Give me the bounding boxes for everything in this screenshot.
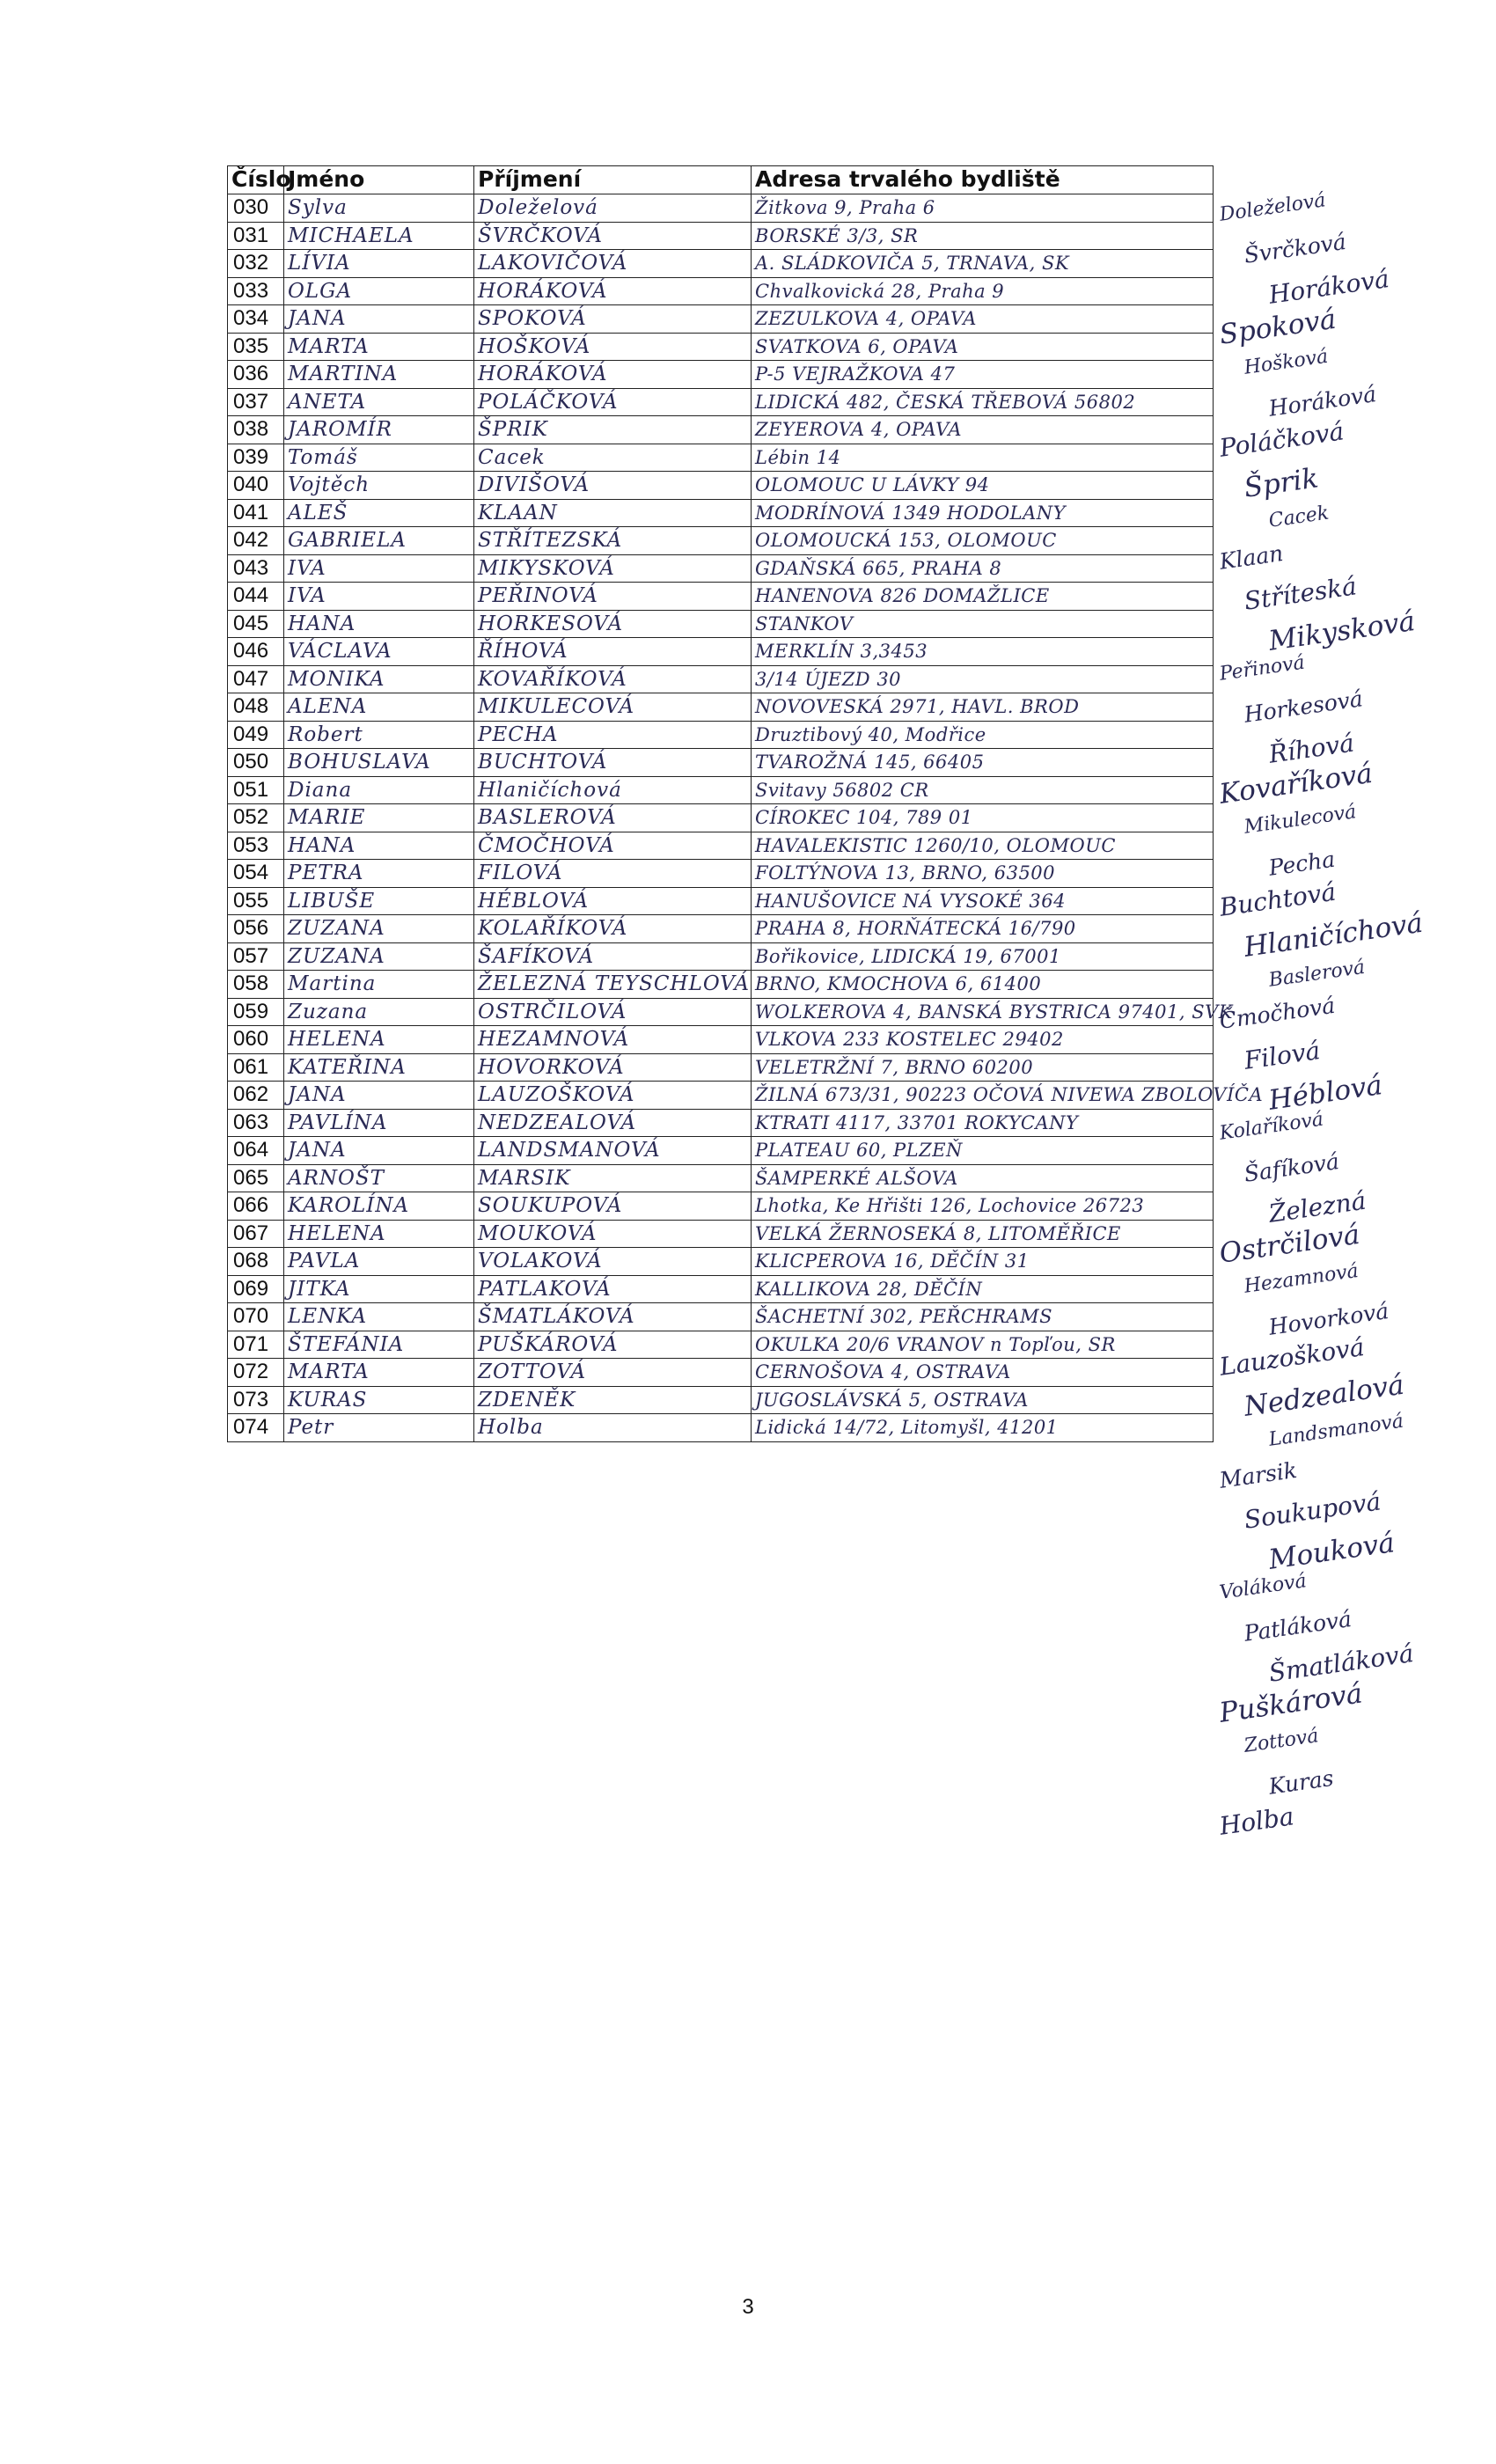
row-address: Druztibový 40, Modřice	[752, 721, 1214, 749]
row-first-name: ŠTEFÁNIA	[284, 1331, 474, 1359]
row-first-name: ALENA	[284, 693, 474, 722]
row-address: SVATKOVA 6, OPAVA	[752, 333, 1214, 361]
row-number: 050	[228, 749, 284, 777]
row-address: LIDICKÁ 482, ČESKÁ TŘEBOVÁ 56802	[752, 388, 1214, 416]
row-first-name: PETRA	[284, 860, 474, 888]
table-row	[228, 1220, 1214, 1248]
row-number: 063	[228, 1109, 284, 1137]
row-number: 038	[228, 416, 284, 444]
signature: Héblová	[1266, 1068, 1385, 1117]
table-row	[228, 693, 1214, 722]
row-address: Žitkova 9, Praha 6	[752, 194, 1214, 223]
signature: Poláčková	[1217, 416, 1346, 463]
header-address: Adresa trvalého bydliště	[752, 166, 1214, 194]
row-address: ŠAMPERKÉ ALŠOVA	[752, 1164, 1214, 1192]
signature: Klaan	[1217, 539, 1285, 575]
row-number: 058	[228, 971, 284, 999]
row-last-name: HOVORKOVÁ	[474, 1053, 752, 1082]
row-first-name: JANA	[284, 305, 474, 334]
row-address: ŠACHETNÍ 302, PEŘCHRAMS	[752, 1303, 1214, 1331]
row-last-name: ŠVRČKOVÁ	[474, 222, 752, 250]
signature: Hošková	[1243, 345, 1330, 379]
row-first-name: PAVLA	[284, 1248, 474, 1276]
table-row	[228, 1275, 1214, 1303]
row-last-name: Hlaničíchová	[474, 776, 752, 804]
row-first-name: MICHAELA	[284, 222, 474, 250]
signature: Železná	[1266, 1185, 1368, 1228]
row-last-name: STŘÍTEZSKÁ	[474, 527, 752, 555]
table-row	[228, 915, 1214, 943]
signature: Kovaříková	[1217, 757, 1375, 810]
row-first-name: HELENA	[284, 1220, 474, 1248]
row-last-name: SPOKOVÁ	[474, 305, 752, 334]
table-row	[228, 1414, 1214, 1442]
row-first-name: Diana	[284, 776, 474, 804]
row-address: STANKOV	[752, 610, 1214, 638]
row-address: Lhotka, Ke Hřišti 126, Lochovice 26723	[752, 1192, 1214, 1221]
petition-table	[227, 165, 1264, 1442]
row-address: ZEYEROVA 4, OPAVA	[752, 416, 1214, 444]
row-number: 045	[228, 610, 284, 638]
row-first-name: MARIE	[284, 804, 474, 832]
row-first-name: PAVLÍNA	[284, 1109, 474, 1137]
row-number: 067	[228, 1220, 284, 1248]
signature: Šafíková	[1242, 1148, 1341, 1187]
row-first-name: LÍVIA	[284, 250, 474, 278]
row-address: Chvalkovická 28, Praha 9	[752, 277, 1214, 305]
row-address: FOLTÝNOVA 13, BRNO, 63500	[752, 860, 1214, 888]
row-first-name: JANA	[284, 1137, 474, 1165]
row-number: 072	[228, 1359, 284, 1387]
row-last-name: Holba	[474, 1414, 752, 1442]
row-number: 059	[228, 998, 284, 1026]
row-number: 074	[228, 1414, 284, 1442]
table-row	[228, 1303, 1214, 1331]
row-number: 056	[228, 915, 284, 943]
signature: Zottová	[1243, 1725, 1320, 1757]
table-row	[228, 527, 1214, 555]
row-last-name: VOLAKOVÁ	[474, 1248, 752, 1276]
row-number: 039	[228, 444, 284, 472]
table-row	[228, 860, 1214, 888]
signature: Kuras	[1266, 1764, 1336, 1800]
row-first-name: KURAS	[284, 1386, 474, 1414]
row-last-name: PATLAKOVÁ	[474, 1275, 752, 1303]
row-address: Lébin 14	[752, 444, 1214, 472]
signature: Spoková	[1217, 303, 1338, 351]
table-row	[228, 998, 1214, 1026]
table-row	[228, 638, 1214, 666]
signature: Říhová	[1266, 728, 1356, 769]
row-last-name: MIKULECOVÁ	[474, 693, 752, 722]
table-row	[228, 1331, 1214, 1359]
row-first-name: MARTA	[284, 1359, 474, 1387]
row-last-name: MIKYSKOVÁ	[474, 554, 752, 583]
row-last-name: HORÁKOVÁ	[474, 277, 752, 305]
signature: Čmočhová	[1217, 992, 1337, 1034]
row-number: 036	[228, 361, 284, 389]
row-number: 062	[228, 1082, 284, 1110]
row-last-name: Cacek	[474, 444, 752, 472]
row-last-name: LAKOVIČOVÁ	[474, 250, 752, 278]
row-first-name: VÁCLAVA	[284, 638, 474, 666]
row-first-name: LENKA	[284, 1303, 474, 1331]
table-row	[228, 1164, 1214, 1192]
signature: Soukupová	[1242, 1486, 1383, 1535]
row-last-name: HORÁKOVÁ	[474, 361, 752, 389]
row-address: PLATEAU 60, PLZEŇ	[752, 1137, 1214, 1165]
row-address: VLKOVA 233 KOSTELEC 29402	[752, 1026, 1214, 1054]
signature: Horáková	[1266, 263, 1391, 310]
row-first-name: MONIKA	[284, 665, 474, 693]
row-first-name: Robert	[284, 721, 474, 749]
row-last-name: HÉBLOVÁ	[474, 887, 752, 915]
table-row	[228, 887, 1214, 915]
row-number: 048	[228, 693, 284, 722]
row-number: 049	[228, 721, 284, 749]
table-row	[228, 610, 1214, 638]
row-address: OLOMOUC U LÁVKY 94	[752, 472, 1214, 500]
row-last-name: ZDENĚK	[474, 1386, 752, 1414]
row-address: CERNOŠOVA 4, OSTRAVA	[752, 1359, 1214, 1387]
table-row	[228, 1386, 1214, 1414]
row-number: 040	[228, 472, 284, 500]
row-address: A. SLÁDKOVIČA 5, TRNAVA, SK	[752, 250, 1214, 278]
header-last-name: Příjmení	[474, 166, 752, 194]
signature: Kolaříková	[1218, 1108, 1325, 1145]
table-row	[228, 776, 1214, 804]
table-row	[228, 971, 1214, 999]
row-last-name: KOVAŘÍKOVÁ	[474, 665, 752, 693]
table-row	[228, 499, 1214, 527]
row-first-name: Martina	[284, 971, 474, 999]
row-first-name: ARNOŠT	[284, 1164, 474, 1192]
table-row	[228, 804, 1214, 832]
page-number: 3	[742, 2295, 754, 2319]
row-last-name: KOLAŘÍKOVÁ	[474, 915, 752, 943]
signature: Lauzošková	[1217, 1332, 1367, 1382]
row-address: Lidická 14/72, Litomyšl, 41201	[752, 1414, 1214, 1442]
signature: Puškárová	[1217, 1676, 1365, 1729]
row-number: 066	[228, 1192, 284, 1221]
row-number: 051	[228, 776, 284, 804]
row-first-name: ZUZANA	[284, 942, 474, 971]
row-first-name: JITKA	[284, 1275, 474, 1303]
row-number: 041	[228, 499, 284, 527]
table-row	[228, 388, 1214, 416]
row-address: HANENOVA 826 DOMAŽLICE	[752, 583, 1214, 611]
row-address: GDAŇSKÁ 665, PRAHA 8	[752, 554, 1214, 583]
signature: Landsmanová	[1267, 1410, 1405, 1451]
signature: Švrčková	[1242, 228, 1348, 268]
row-last-name: MARSIK	[474, 1164, 752, 1192]
signature: Cacek	[1267, 502, 1331, 532]
signature: Šprik	[1242, 461, 1321, 504]
row-address: OKULKA 20/6 VRANOV n Topľou, SR	[752, 1331, 1214, 1359]
row-first-name: BOHUSLAVA	[284, 749, 474, 777]
row-address: WOLKEROVA 4, BANSKÁ BYSTRICA 97401, SVK	[752, 998, 1214, 1026]
signature: Holba	[1217, 1801, 1296, 1841]
signature: Voláková	[1218, 1570, 1309, 1604]
signature: Doleželová	[1218, 189, 1327, 226]
signature: Patláková	[1242, 1605, 1353, 1646]
row-first-name: HELENA	[284, 1026, 474, 1054]
table-header-row	[228, 166, 1214, 194]
row-number: 043	[228, 554, 284, 583]
table-row	[228, 832, 1214, 860]
row-last-name: NEDZEALOVÁ	[474, 1109, 752, 1137]
row-address: PRAHA 8, HORŇÁTECKÁ 16/790	[752, 915, 1214, 943]
row-last-name: LAUZOŠKOVÁ	[474, 1082, 752, 1110]
row-first-name: JAROMÍR	[284, 416, 474, 444]
table-row	[228, 305, 1214, 334]
table-body	[228, 194, 1264, 1442]
row-address: KTRATI 4117, 33701 ROKYCANY	[752, 1109, 1214, 1137]
row-last-name: ZOTTOVÁ	[474, 1359, 752, 1387]
row-first-name: HANA	[284, 832, 474, 860]
table-row	[228, 942, 1214, 971]
row-address: 3/14 ÚJEZD 30	[752, 665, 1214, 693]
row-number: 042	[228, 527, 284, 555]
header-first-name: Jméno	[284, 166, 474, 194]
row-first-name: MARTINA	[284, 361, 474, 389]
table-row	[228, 1248, 1214, 1276]
row-last-name: ŠAFÍKOVÁ	[474, 942, 752, 971]
table-row	[228, 250, 1214, 278]
row-first-name: MARTA	[284, 333, 474, 361]
row-last-name: MOUKOVÁ	[474, 1220, 752, 1248]
row-number: 073	[228, 1386, 284, 1414]
row-last-name: DIVIŠOVÁ	[474, 472, 752, 500]
row-address: NOVOVESKÁ 2971, HAVL. BROD	[752, 693, 1214, 722]
row-first-name: Tomáš	[284, 444, 474, 472]
row-first-name: KATEŘINA	[284, 1053, 474, 1082]
table-row	[228, 749, 1214, 777]
row-number: 046	[228, 638, 284, 666]
table-row	[228, 361, 1214, 389]
row-address: OLOMOUCKÁ 153, OLOMOUC	[752, 527, 1214, 555]
row-address: HAVALEKISTIC 1260/10, OLOMOUC	[752, 832, 1214, 860]
row-last-name: ŘÍHOVÁ	[474, 638, 752, 666]
table-row	[228, 665, 1214, 693]
row-number: 057	[228, 942, 284, 971]
row-number: 034	[228, 305, 284, 334]
row-last-name: POLÁČKOVÁ	[474, 388, 752, 416]
row-first-name: GABRIELA	[284, 527, 474, 555]
row-number: 035	[228, 333, 284, 361]
row-first-name: JANA	[284, 1082, 474, 1110]
row-first-name: LIBUŠE	[284, 887, 474, 915]
row-last-name: KLAAN	[474, 499, 752, 527]
table-row	[228, 472, 1214, 500]
row-address: MERKLÍN 3,3453	[752, 638, 1214, 666]
row-address: CÍROKEC 104, 789 01	[752, 804, 1214, 832]
row-last-name: HORKESOVÁ	[474, 610, 752, 638]
table-row	[228, 277, 1214, 305]
row-first-name: ZUZANA	[284, 915, 474, 943]
row-last-name: Doleželová	[474, 194, 752, 223]
row-number: 060	[228, 1026, 284, 1054]
row-address: TVAROŽNÁ 145, 66405	[752, 749, 1214, 777]
row-number: 070	[228, 1303, 284, 1331]
row-last-name: PECHA	[474, 721, 752, 749]
table-row	[228, 416, 1214, 444]
header-number: Číslo	[228, 166, 284, 194]
row-number: 065	[228, 1164, 284, 1192]
signature: Baslerová	[1267, 956, 1367, 992]
row-last-name: SOUKUPOVÁ	[474, 1192, 752, 1221]
table-row	[228, 194, 1214, 223]
row-number: 033	[228, 277, 284, 305]
signature: Filová	[1242, 1036, 1323, 1075]
row-number: 064	[228, 1137, 284, 1165]
table-row	[228, 1359, 1214, 1387]
table-row	[228, 333, 1214, 361]
signature: Stříteská	[1242, 571, 1359, 616]
table-row	[228, 1109, 1214, 1137]
table-row	[228, 222, 1214, 250]
row-number: 054	[228, 860, 284, 888]
row-last-name: ČMOČHOVÁ	[474, 832, 752, 860]
table-row	[228, 1053, 1214, 1082]
row-address: ŽILNÁ 673/31, 90223 OČOVÁ NIVEWA ZBOLOVÍČA	[752, 1082, 1214, 1110]
row-address: ZEZULKOVA 4, OPAVA	[752, 305, 1214, 334]
row-last-name: BUCHTOVÁ	[474, 749, 752, 777]
signature: Hezamnová	[1243, 1259, 1360, 1298]
signature: Horáková	[1266, 380, 1378, 422]
signature: Mikysková	[1266, 605, 1418, 657]
row-address: Bořikovice, LIDICKÁ 19, 67001	[752, 942, 1214, 971]
row-number: 068	[228, 1248, 284, 1276]
signature: Hovorková	[1266, 1297, 1390, 1340]
row-address: BRNO, KMOCHOVA 6, 61400	[752, 971, 1214, 999]
signature: Mikulecová	[1243, 801, 1358, 839]
row-last-name: ŽELEZNÁ TEYSCHLOVÁ	[474, 971, 752, 999]
signature: Ostrčilová	[1217, 1218, 1362, 1270]
row-first-name: HANA	[284, 610, 474, 638]
row-first-name: Zuzana	[284, 998, 474, 1026]
row-last-name: PEŘINOVÁ	[474, 583, 752, 611]
row-number: 031	[228, 222, 284, 250]
table-row	[228, 554, 1214, 583]
row-first-name: Sylva	[284, 194, 474, 223]
signature: Hlaničíchová	[1242, 906, 1426, 964]
row-address: KLICPEROVA 16, DĚČÍN 31	[752, 1248, 1214, 1276]
table-row	[228, 721, 1214, 749]
row-number: 044	[228, 583, 284, 611]
row-first-name: Petr	[284, 1414, 474, 1442]
signature: Marsik	[1217, 1456, 1299, 1493]
table-row	[228, 1137, 1214, 1165]
table-row	[228, 1026, 1214, 1054]
signature: Buchtová	[1217, 876, 1338, 922]
row-last-name: HOŠKOVÁ	[474, 333, 752, 361]
signature: Pecha	[1266, 846, 1337, 881]
row-last-name: BASLEROVÁ	[474, 804, 752, 832]
row-first-name: KAROLÍNA	[284, 1192, 474, 1221]
row-first-name: IVA	[284, 554, 474, 583]
row-number: 030	[228, 194, 284, 223]
row-address: BORSKÉ 3/3, SR	[752, 222, 1214, 250]
signature: Peřinová	[1218, 651, 1307, 686]
row-number: 071	[228, 1331, 284, 1359]
signature: Šmatláková	[1266, 1639, 1416, 1688]
row-last-name: OSTRČILOVÁ	[474, 998, 752, 1026]
row-address: MODRÍNOVÁ 1349 HODOLANY	[752, 499, 1214, 527]
row-first-name: ALEŠ	[284, 499, 474, 527]
row-number: 055	[228, 887, 284, 915]
row-first-name: IVA	[284, 583, 474, 611]
row-number: 047	[228, 665, 284, 693]
row-address: VELKÁ ŽERNOSEKÁ 8, LITOMĚŘICE	[752, 1220, 1214, 1248]
row-address: P-5 VEJRAŽKOVA 47	[752, 361, 1214, 389]
row-last-name: ŠMATLÁKOVÁ	[474, 1303, 752, 1331]
row-last-name: FILOVÁ	[474, 860, 752, 888]
row-first-name: Vojtěch	[284, 472, 474, 500]
table-row	[228, 1192, 1214, 1221]
row-first-name: OLGA	[284, 277, 474, 305]
row-address: JUGOSLÁVSKÁ 5, OSTRAVA	[752, 1386, 1214, 1414]
signature: Mouková	[1266, 1526, 1397, 1576]
row-number: 037	[228, 388, 284, 416]
table-row	[228, 444, 1214, 472]
table-row	[228, 1082, 1214, 1110]
row-number: 061	[228, 1053, 284, 1082]
row-first-name: ANETA	[284, 388, 474, 416]
row-number: 052	[228, 804, 284, 832]
row-last-name: PUŠKÁROVÁ	[474, 1331, 752, 1359]
row-last-name: HEZAMNOVÁ	[474, 1026, 752, 1054]
row-number: 069	[228, 1275, 284, 1303]
row-address: Svitavy 56802 CR	[752, 776, 1214, 804]
row-number: 053	[228, 832, 284, 860]
signature: Horkesová	[1242, 685, 1365, 728]
signature: Nedzealová	[1242, 1368, 1406, 1423]
row-last-name: LANDSMANOVÁ	[474, 1137, 752, 1165]
row-address: KALLIKOVA 28, DĚČÍN	[752, 1275, 1214, 1303]
row-last-name: ŠPRIK	[474, 416, 752, 444]
row-number: 032	[228, 250, 284, 278]
table-row	[228, 583, 1214, 611]
row-address: VELETRŽNÍ 7, BRNO 60200	[752, 1053, 1214, 1082]
row-address: HANUŠOVICE NÁ VYSOKÉ 364	[752, 887, 1214, 915]
